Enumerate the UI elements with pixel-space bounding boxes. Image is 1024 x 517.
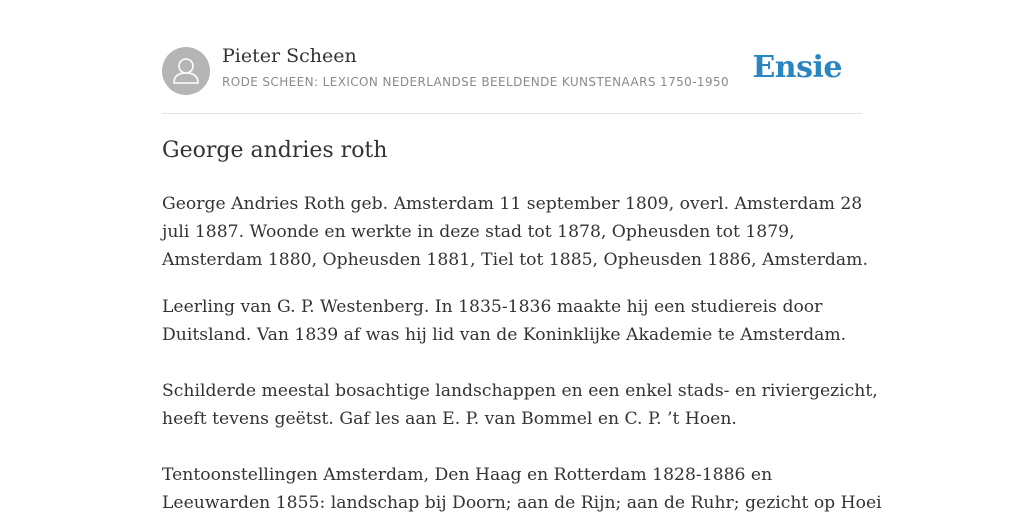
paragraph-line: heeft tevens geëtst. Gaf les aan E. P. van Bommel en C. P. ’t Hoen.: [162, 409, 737, 429]
paragraph-line: Tentoonstellingen Amsterdam, Den Haag en Rotterdam 1828-1886 en: [162, 465, 773, 485]
ensie-logo[interactable]: Ensie: [752, 50, 842, 85]
article-paragraph-4: [162, 461, 882, 517]
article-paragraph-3: [162, 377, 878, 433]
author-avatar[interactable]: [162, 47, 210, 95]
article-paragraph-2: [162, 293, 862, 349]
paragraph-line: juli 1887. Woonde en werkte in deze stad tot 1878, Opheusden tot 1879,: [162, 222, 795, 242]
paragraph-line: Schilderde meestal bosachtige landschappen en een enkel stads- en riviergezicht,: [162, 381, 878, 401]
paragraph-line: Amsterdam 1880, Opheusden 1881, Tiel tot 1885, Opheusden 1886, Amsterdam.: [162, 250, 868, 270]
paragraph-line: Duitsland. Van 1839 af was hij lid van de Koninklijke Akademie te Amsterdam.: [162, 325, 847, 345]
page-container: [162, 0, 882, 513]
paragraph-line: Leeuwarden 1855: landschap bij Doorn; aan de Rijn; aan de Ruhr; gezicht op Hoei: [162, 493, 882, 513]
paragraph-line: George Andries Roth geb. Amsterdam 11 september 1809, overl. Amsterdam 28: [162, 194, 863, 214]
source-title[interactable]: RODE SCHEEN: LEXICON NEDERLANDSE BEELDENDE KUNSTENAARS 1750-1950: [222, 75, 730, 89]
article-title: George andries roth: [162, 138, 388, 163]
user-silhouette-icon: [162, 47, 210, 95]
author-name[interactable]: Pieter Scheen: [222, 45, 357, 67]
article-paragraph-1: [162, 190, 868, 274]
paragraph-line: Leerling van G. P. Westenberg. In 1835-1836 maakte hij een studiereis door: [162, 297, 823, 317]
article-header: [162, 0, 862, 114]
